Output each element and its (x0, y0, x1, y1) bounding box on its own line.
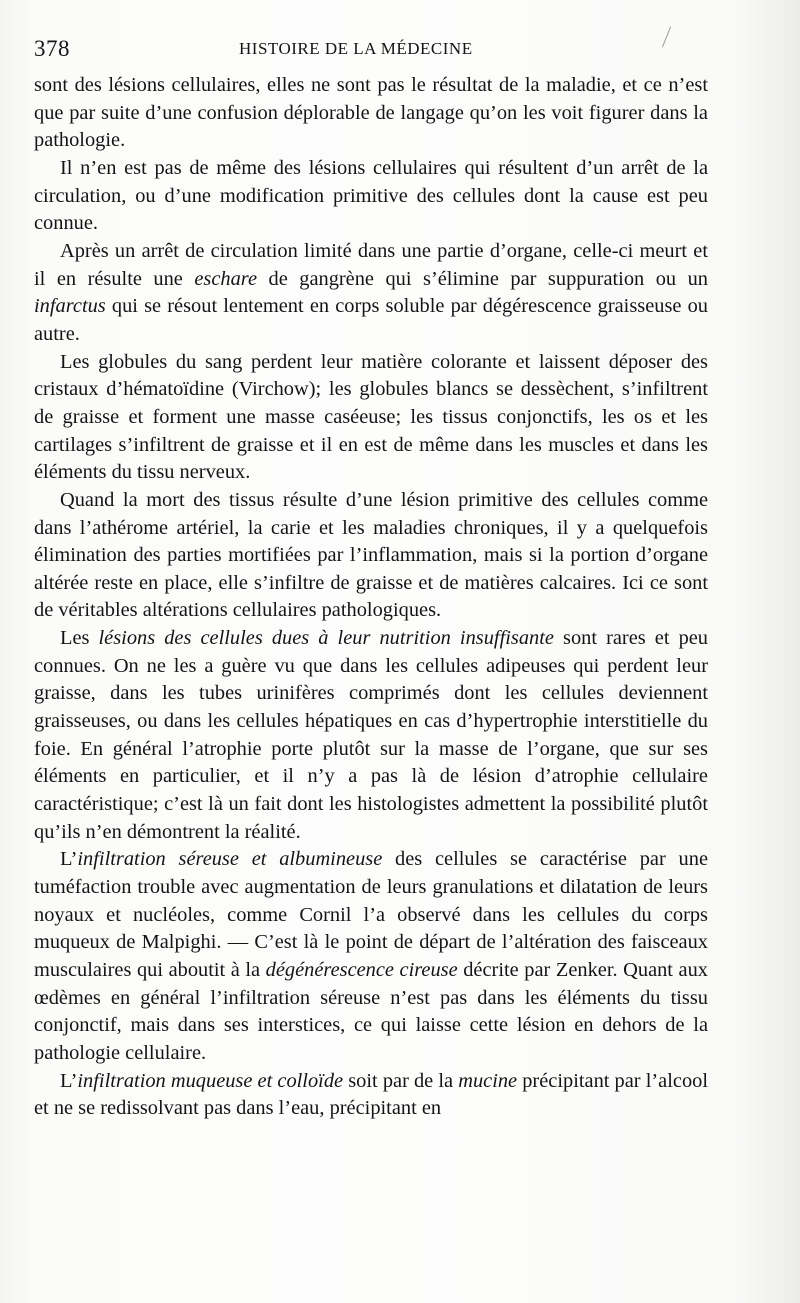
text-run: de gangrène qui s’élimine par suppuration ou un (257, 267, 708, 290)
running-head: HISTOIRE DE LA MÉDECINE (239, 39, 473, 58)
text-run: Il n’en est pas de même des lésions cellulaires qui résultent d’un arrêt de la circulation, ou d’une modification primitive des cellules dont la cause est peu connue. (34, 156, 708, 235)
paragraph (34, 487, 708, 625)
body-text (34, 72, 708, 1123)
text-run: L’ (60, 848, 78, 871)
paragraph (34, 155, 708, 238)
paragraph (34, 846, 708, 1067)
text-run: Les (60, 627, 99, 650)
text-run: Quand la mort des tissus résulte d’une lésion primitive des cellules comme dans l’athérome artériel, la carie et les maladies chroniques, il y a quelquefois élimination des parties mortifiées par l’inflammation, mais si la portion d’organe altérée reste en place, elle s’infiltre de graisse et de matières calcaires. Ici ce sont de véritables altérations cellulaires pathologiques. (34, 488, 708, 622)
page-header (34, 36, 744, 68)
page-number: 378 (34, 36, 70, 61)
paragraph (34, 625, 708, 846)
text-run: Après un arrêt de circulation limité dans une partie d’organe, celle-ci meurt et il en résulte une (34, 239, 708, 290)
italic-term: mucine (458, 1069, 518, 1092)
text-run: décrite par Zenker. Quant aux œdèmes en général l’infiltration séreuse n’est pas dans les éléments du tissu conjonctif, mais dans ses interstices, ce qui laisse cette lésion en dehors de la pathologie cellulaire. (34, 959, 708, 1064)
text-run: qui se résout lentement en corps soluble par dégérescence graisseuse ou autre. (34, 295, 708, 345)
italic-term: lésions des cellules dues à leur nutrition insuffisante (98, 627, 554, 650)
text-run: L’ (60, 1069, 78, 1092)
italic-term: infiltration muqueuse et colloïde (77, 1069, 344, 1092)
text-run: précipitant par l’alcool et ne se redissolvant pas dans l’eau, précipitant en (34, 1069, 709, 1120)
text-run: sont rares et peu connues. On ne les a guère vu que dans les cellules adipeuses qui perdent leur graisse, dans les tubes urinifères comprimés dont les cellules deviennent graisseuses, ou dans les cellules hépatiques en cas d’hypertrophie interstitielle du foie. En général l’atrophie porte plutôt sur la masse de l’organe, que sur ses éléments en particulier, et il n’y a pas là de lésion d’atrophie cellulaire caractéristique; c’est là un fait dont les histologistes admettent la possibilité plutôt qu’ils n’en démontrent la réalité. (34, 627, 709, 843)
text-run: sont des lésions cellulaires, elles ne sont pas le résultat de la maladie, et ce n’est que par suite d’une confusion déplorable de langage qu’on les voit figurer dans la pathologie. (34, 74, 708, 152)
paragraph (34, 72, 708, 155)
italic-term: dégénérescence cireuse (265, 959, 458, 981)
italic-term: infarctus (34, 295, 106, 318)
italic-term: infiltration séreuse et albumineuse (77, 848, 383, 871)
text-run: des cellules se caractérise par une tuméfaction trouble avec augmentation de leurs granulations et dilatation de leurs noyaux et nucléoles, comme Cornil l’a observé dans les cellules du corps muqueux de Malpighi. — C’est là le point de départ de l’altération des faisceaux musculaires qui aboutit à la (34, 848, 708, 981)
paragraph (34, 1068, 708, 1123)
text-run: Les globules du sang perdent leur matière colorante et laissent déposer des cristaux d’hématoïdine (Virchow); les globules blancs se dessèchent, s’infiltrent de graisse et forment une masse caséeuse; les tissus conjonctifs, les os et les cartilages s’infiltrent de graisse et il en est de même dans les muscles et dans les éléments du tissu nerveux. (34, 350, 708, 484)
text-run: soit par de la (343, 1069, 459, 1092)
italic-term: eschare (194, 267, 258, 290)
paragraph (34, 349, 708, 487)
paragraph (34, 238, 708, 349)
